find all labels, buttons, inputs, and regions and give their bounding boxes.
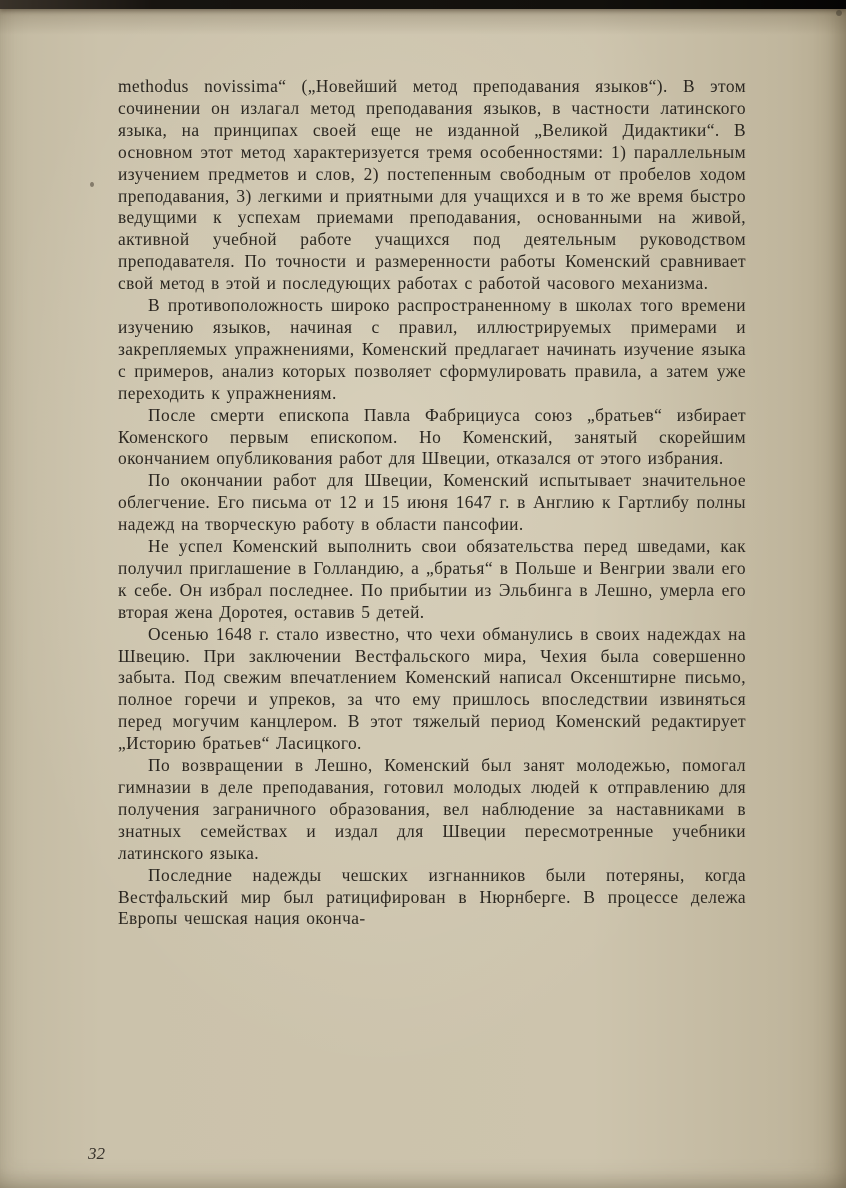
scan-top-edge <box>0 0 846 9</box>
scan-artifact <box>90 182 94 187</box>
paragraph-continuation: methodus novissima“ („Новейший метод преподавания языков“). В этом сочинении он излагал метод преподавания языков, в частности латинского языка, на принципах своей еще не изданной „Великой Дидактики“. В основном этот метод характеризуется тремя особенностями: 1) параллельным изучением предметов и слов, 2) постепенным свободным от пробелов ходом преподавания, 3) легкими и приятными для учащихся и в то же время быстро ведущими к успехам приемами преподавания, основанными на живой, активной учебной работе учащихся под деятельным руководством преподавателя. По точности и размеренности работы Коменский сравнивает свой метод в этой и последующих работах с работой часового механизма. <box>118 76 746 294</box>
paragraph: По окончании работ для Швеции, Коменский испытывает значительное облегчение. Его письма от 12 и 15 июня 1647 г. в Англию к Гартлибу полны надежд на творческую работу в области пансофии. <box>118 470 746 535</box>
scan-artifact <box>836 10 842 16</box>
paragraph: Осенью 1648 г. стало известно, что чехи обманулись в своих надеждах на Швецию. При заключении Вестфальского мира, Чехия была совершенно забыта. Под свежим впечатлением Коменский написал Оксенштирне письмо, полное горечи и упреков, за что ему пришлось впоследствии извиняться перед могучим канцлером. В этот тяжелый период Коменский редактирует „Историю братьев“ Ласицкого. <box>118 623 746 754</box>
page-text-block <box>118 76 746 930</box>
paragraph: Последние надежды чешских изгнанников были потеряны, когда Вестфальский мир был ратицифирован в Нюрнберге. В процессе дележа Европы чешская нация оконча- <box>118 864 746 929</box>
scan-top-shadow <box>0 9 846 35</box>
page-number: 32 <box>88 1144 105 1163</box>
paragraph: По возвращении в Лешно, Коменский был занят молодежью, помогал гимназии в деле преподавания, готовил молодых людей к отправлению для получения заграничного образования, вел наблюдение за наставниками в знатных семействах и издал для Швеции пересмотренные учебники латинского языка. <box>118 755 746 863</box>
paragraph: В противоположность широко распространенному в школах того времени изучению языков, начиная с правил, иллюстрируемых примерами и закрепляемых упражнениями, Коменский предлагает начинать изучение языка с примеров, анализ которых позволяет сформулировать правила, а затем уже переходить к упражнениям. <box>118 295 746 403</box>
paragraph: После смерти епископа Павла Фабрициуса союз „братьев“ избирает Коменского первым епископом. Но Коменский, занятый скорейшим окончанием опубликования работ для Швеции, отказался от этого избрания. <box>118 404 746 469</box>
paragraph: Не успел Коменский выполнить свои обязательства перед шведами, как получил приглашение в Голландию, а „братья“ в Польше и Венгрии звали его к себе. Он избрал последнее. По прибытии из Эльбинга в Лешно, умерла его вторая жена Доротея, оставив 5 детей. <box>118 536 746 622</box>
